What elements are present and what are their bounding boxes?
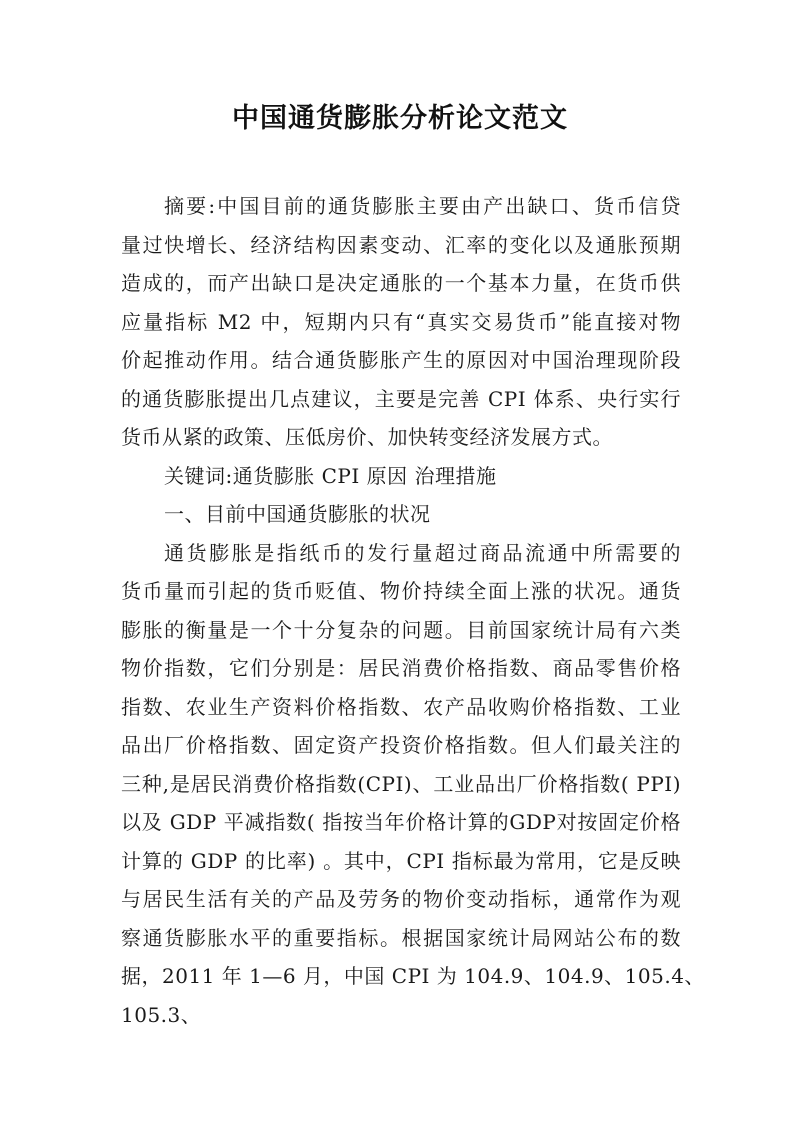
document-body: [121, 187, 705, 1034]
paragraph-line-7: 三种,是居民消费价格指数(CPI)、工业品出厂价格指数( PPI): [121, 771, 681, 796]
document-title: 中国通货膨胀分析论文范文: [232, 103, 568, 134]
paragraph-line-8: 以及 GDP 平减指数( 指按当年价格计算的GDP对按固定价格: [121, 810, 681, 834]
paragraph-line-2: 货币量而引起的货币贬值、物价持续全面上涨的状况。通货: [121, 579, 681, 603]
paragraph-line-1: 通货膨胀是指纸币的发行量超过商品流通中所需要的: [164, 540, 681, 565]
keywords-line: 关键词:通货膨胀 CPI 原因 治理措施: [164, 463, 497, 488]
paragraph-line-6: 品出厂价格指数、固定资产投资价格指数。但人们最关注的: [121, 733, 681, 757]
abstract-line-7: 货币从紧的政策、压低房价、加快转变经济发展方式。: [121, 425, 613, 449]
abstract-line-6: 的通货膨胀提出几点建议，主要是完善 CPI 体系、央行实行: [121, 386, 681, 411]
paragraph-line-12: 据，2011 年 1—6 月，中国 CPI 为 104.9、104.9、105.4、: [121, 964, 705, 988]
paragraph-line-13: 105.3、: [121, 1002, 202, 1027]
abstract-line-3: 造成的，而产出缺口是决定通胀的一个基本力量，在货币供: [121, 271, 681, 295]
abstract-line-4: 应量指标 M2 中，短期内只有“真实交易货币”能直接对物: [121, 309, 681, 334]
section-heading: 一、目前中国通货膨胀的状况: [164, 502, 431, 526]
abstract-line-5: 价起推动作用。结合通货膨胀产生的原因对中国治理现阶段: [121, 348, 681, 372]
paragraph-line-11: 察通货膨胀水平的重要指标。根据国家统计局网站公布的数: [121, 925, 681, 950]
paragraph-line-9: 计算的 GDP 的比率) 。其中，CPI 指标最为常用，它是反映: [121, 848, 681, 873]
paragraph-line-10: 与居民生活有关的产品及劳务的物价变动指标，通常作为观: [121, 887, 681, 911]
paragraph-line-5: 指数、农业生产资料价格指数、农产品收购价格指数、工业: [121, 694, 681, 719]
abstract-line-1: 摘要:中国目前的通货膨胀主要由产出缺口、货币信贷: [164, 194, 681, 218]
paragraph-line-4: 物价指数，它们分别是：居民消费价格指数、商品零售价格: [121, 656, 681, 680]
abstract-line-2: 量过快增长、经济结构因素变动、汇率的变化以及通胀预期: [121, 232, 681, 257]
paragraph-line-3: 膨胀的衡量是一个十分复杂的问题。目前国家统计局有六类: [121, 617, 681, 642]
